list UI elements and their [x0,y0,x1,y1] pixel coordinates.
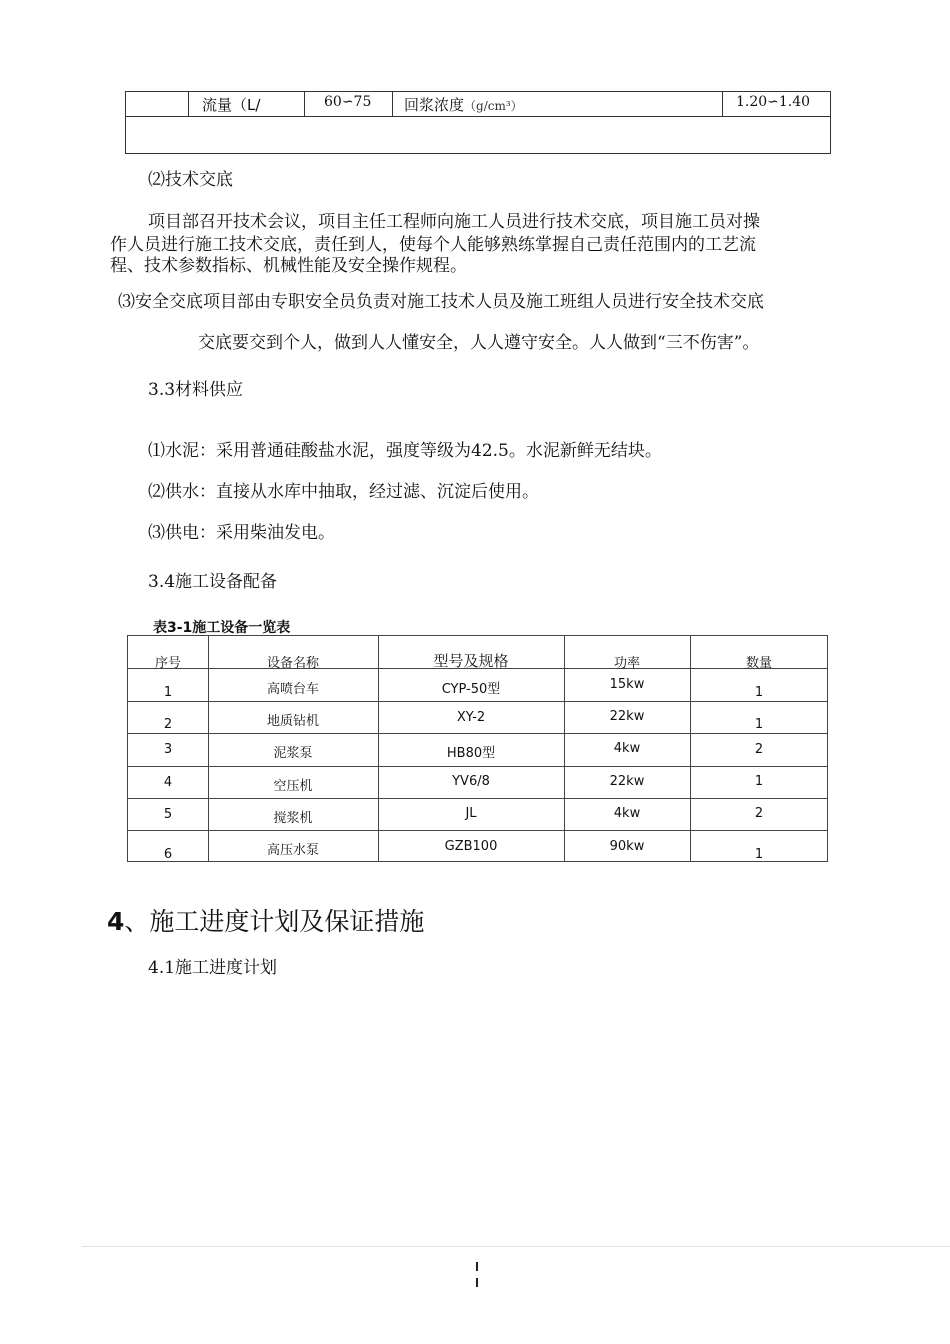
cell-model: XY-2 [456,710,486,725]
cell-index: 5 [163,807,173,822]
safety-briefing-line: 交底要交到个人，做到人人懂安全，人人遵守安全。人人做到“三不伤害”。 [198,333,760,353]
top-table-divider [722,92,723,117]
cell-name: 泥浆泵 [273,746,313,761]
row-divider [128,798,827,799]
cell-name: 空压机 [273,779,313,794]
tech-briefing-heading: ⑵技术交底 [148,170,233,190]
cell-power: 15kw [609,677,645,692]
density-label: 回浆浓度 [404,96,465,114]
cell-quantity: 1 [754,685,764,700]
top-table [125,91,831,154]
cell-quantity: 2 [754,806,764,821]
table-caption: 表3-1施工设备一览表 [153,620,291,636]
cell-model: CYP-50型 [441,682,501,697]
cell-model: HB80型 [446,746,496,761]
section-4-title: 、施工进度计划及保证措施 [124,907,425,936]
top-cell-flow-value: 60∽75 [324,94,372,110]
header-quantity: 数量 [745,656,772,671]
cell-name: 地质钻机 [266,714,319,729]
tech-briefing-line: 项目部召开技术会议，项目主任工程师向施工人员进行技术交底，项目施工员对操 [148,212,760,232]
cell-index: 1 [163,685,173,700]
page-number-mark [476,1262,478,1271]
cell-index: 2 [163,717,173,732]
header-model: 型号及规格 [433,652,509,670]
cell-model: GZB100 [444,839,498,854]
row-divider [128,733,827,734]
cell-power: 22kw [609,774,645,789]
cell-quantity: 1 [754,847,764,862]
top-table-divider [188,92,189,117]
top-cell-flow: 流量（L/ [202,96,261,114]
section-4-heading [107,902,424,938]
footer-divider [82,1246,950,1247]
material-item: ⑵供水：直接从水库中抽取，经过滤、沉淀后使用。 [148,482,539,502]
header-power: 功率 [613,656,640,671]
cell-model: YV6/8 [452,774,490,789]
section-3-4-heading: 3.4施工设备配备 [148,572,278,592]
cell-index: 6 [163,847,173,862]
tech-briefing-line: 作人员进行施工技术交底，责任到人，使每个人能够熟练掌握自己责任范围内的工艺流 [110,235,756,255]
section-4-1-heading: 4.1施工进度计划 [148,958,278,978]
material-item: ⑶供电：采用柴油发电。 [148,523,335,543]
material-item: ⑴水泥：采用普通硅酸盐水泥，强度等级为42.5。水泥新鲜无结块。 [148,441,662,461]
cell-index: 4 [163,775,173,790]
row-divider [128,701,827,702]
header-name: 设备名称 [266,656,319,671]
cell-quantity: 1 [754,717,764,732]
cell-power: 4kw [613,806,641,821]
equipment-table [127,635,828,862]
top-table-divider [392,92,393,117]
cell-quantity: 1 [754,774,764,789]
top-table-row [126,92,830,117]
top-table-divider [304,92,305,117]
cell-name: 高压水泵 [266,843,319,858]
top-cell-density [404,94,523,115]
density-unit: （g/cm³） [464,99,523,113]
top-cell-density-value: 1.20∽1.40 [736,94,811,110]
cell-name: 搅浆机 [273,811,313,826]
cell-power: 4kw [613,741,641,756]
page-number-mark [476,1278,478,1287]
cell-quantity: 2 [754,742,764,757]
cell-power: 22kw [609,709,645,724]
cell-name: 高喷台车 [266,682,319,697]
cell-index: 3 [163,742,173,757]
row-divider [128,766,827,767]
tech-briefing-line: 程、技术参数指标、机械性能及安全操作规程。 [110,256,467,276]
safety-briefing-line: ⑶安全交底项目部由专职安全员负责对施工技术人员及施工班组人员进行安全技术交底 [118,292,764,312]
cell-model: JL [465,806,477,821]
header-index: 序号 [154,656,181,671]
section-4-number: 4 [107,907,125,936]
row-divider [128,830,827,831]
cell-power: 90kw [609,839,645,854]
section-3-3-heading: 3.3材料供应 [148,380,244,400]
